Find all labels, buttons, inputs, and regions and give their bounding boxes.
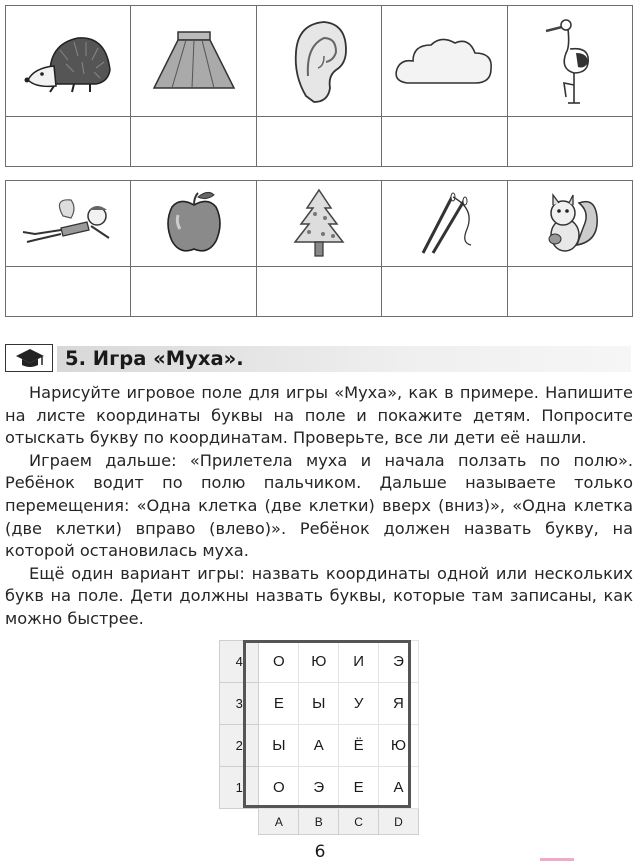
picture-table-2 bbox=[5, 180, 633, 317]
column-label: D bbox=[378, 809, 418, 835]
grid-cell[interactable]: Е bbox=[339, 767, 379, 809]
answer-cell[interactable] bbox=[256, 117, 381, 167]
answer-cell[interactable] bbox=[382, 117, 507, 167]
grid-row bbox=[220, 683, 419, 725]
grid-corner bbox=[220, 809, 259, 835]
pink-mark bbox=[540, 858, 574, 861]
answer-cell[interactable] bbox=[6, 267, 131, 317]
picture-cell bbox=[131, 181, 256, 267]
fir-tree-icon bbox=[289, 188, 349, 260]
picture-row bbox=[6, 6, 633, 117]
answer-cell[interactable] bbox=[507, 267, 632, 317]
flying-boy-icon bbox=[13, 194, 123, 254]
picture-cell bbox=[256, 6, 381, 117]
picture-cell bbox=[256, 181, 381, 267]
picture-cell bbox=[6, 6, 131, 117]
fly-game-board bbox=[219, 640, 419, 840]
grid-cell[interactable]: О bbox=[259, 767, 299, 809]
row-label: 2 bbox=[220, 725, 259, 767]
grid-cell[interactable]: А bbox=[378, 767, 418, 809]
grid-row bbox=[220, 767, 419, 809]
squirrel-icon bbox=[535, 189, 605, 259]
picture-cell bbox=[131, 6, 256, 117]
grid-cell[interactable]: Ю bbox=[378, 725, 418, 767]
paragraph: Нарисуйте игровое поле для игры «Муха», как в примере. Напишите на листе координаты буквы на поле и покажите детям. Попросите отыскать букву по координатам. Проверьте, все ли дети её нашли. bbox=[5, 383, 633, 448]
answer-cell[interactable] bbox=[6, 117, 131, 167]
grid-cell[interactable]: Ю bbox=[299, 641, 339, 683]
answer-cell[interactable] bbox=[131, 267, 256, 317]
skirt-icon bbox=[146, 26, 242, 96]
grid-cell[interactable]: Ы bbox=[259, 725, 299, 767]
stork-icon bbox=[540, 13, 600, 109]
row-label: 4 bbox=[220, 641, 259, 683]
graduation-cap-icon bbox=[15, 347, 45, 369]
grid-cell[interactable]: И bbox=[339, 641, 379, 683]
paragraph: Играем дальше: «Прилетела муха и начала ползать по полю». Ребёнок водит по полю пальчиком. Дальше называете только перемещения: «Одна клетка (две клетки) вверх (вниз)», «Одна клетка (две клетки) вправо (влево)». Ребёнок должен назвать букву, на которой остановилась муха. bbox=[5, 450, 633, 561]
answer-cell[interactable] bbox=[256, 267, 381, 317]
picture-cell bbox=[507, 181, 632, 267]
picture-table-1 bbox=[5, 5, 633, 167]
grid-cell[interactable]: Э bbox=[378, 641, 418, 683]
column-label: B bbox=[299, 809, 339, 835]
letter-grid bbox=[219, 640, 419, 835]
section-title-bar bbox=[57, 346, 631, 372]
grid-cell[interactable]: Ы bbox=[299, 683, 339, 725]
picture-row bbox=[6, 181, 633, 267]
grid-row bbox=[220, 725, 419, 767]
section-header bbox=[5, 344, 631, 372]
column-label: C bbox=[339, 809, 379, 835]
grid-cell[interactable]: А bbox=[299, 725, 339, 767]
picture-cell bbox=[382, 6, 507, 117]
grid-cell[interactable]: У bbox=[339, 683, 379, 725]
picture-cell bbox=[6, 181, 131, 267]
instructions-text bbox=[5, 382, 633, 631]
grid-cell[interactable]: Э bbox=[299, 767, 339, 809]
column-label: A bbox=[259, 809, 299, 835]
column-label-row bbox=[220, 809, 419, 835]
answer-cell[interactable] bbox=[131, 117, 256, 167]
ear-icon bbox=[284, 16, 354, 106]
section-title: 5. Игра «Муха». bbox=[65, 347, 244, 370]
answer-cell[interactable] bbox=[507, 117, 632, 167]
grid-cell[interactable]: Ё bbox=[339, 725, 379, 767]
answer-cell[interactable] bbox=[382, 267, 507, 317]
hedgehog-icon bbox=[20, 26, 116, 96]
needles-icon bbox=[409, 189, 479, 259]
grid-cell[interactable]: О bbox=[259, 641, 299, 683]
picture-cell bbox=[382, 181, 507, 267]
grid-cell[interactable]: Е bbox=[259, 683, 299, 725]
row-label: 1 bbox=[220, 767, 259, 809]
page-number: 6 bbox=[314, 842, 326, 862]
picture-cell bbox=[507, 6, 632, 117]
grid-cell[interactable]: Я bbox=[378, 683, 418, 725]
apple-icon bbox=[162, 189, 226, 259]
answer-row bbox=[6, 117, 633, 167]
answer-row bbox=[6, 267, 633, 317]
row-label: 3 bbox=[220, 683, 259, 725]
paragraph: Ещё один вариант игры: назвать координаты одной или нескольких букв на поле. Дети должны назвать буквы, которые там записаны, как можно быстрее. bbox=[5, 563, 633, 628]
cloud-icon bbox=[389, 31, 499, 91]
grid-row bbox=[220, 641, 419, 683]
section-icon-box bbox=[5, 344, 53, 372]
